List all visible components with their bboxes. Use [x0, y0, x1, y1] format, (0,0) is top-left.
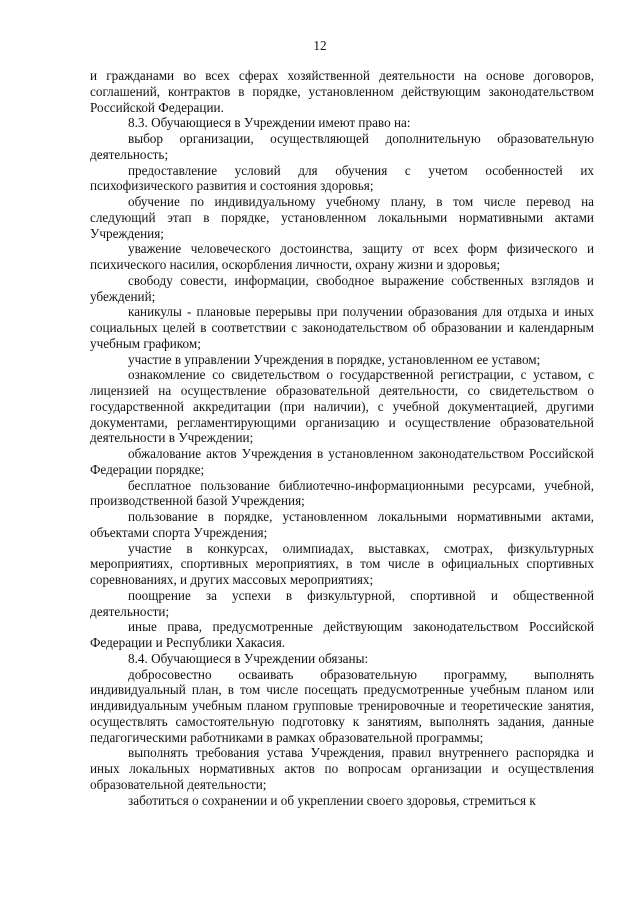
right-item: предоставление условий для обучения с учетом особенностей их психофизического развития и состояния здоровья; [90, 162, 594, 194]
right-item: свободу совести, информации, свободное выражение собственных взглядов и убеждений; [90, 272, 594, 304]
right-item: ознакомление со свидетельством о государственной регистрации, с уставом, с лицензией на осуществление образовательной деятельности, со свидетельством о государственной аккредитации (при наличии), с учебной документацией, другими документами, регламентирующими организацию и осуществление образовательной деятельности в Учреждении; [90, 367, 594, 446]
section-heading-8-3: 8.3. Обучающиеся в Учреждении имеют право на: [128, 115, 411, 131]
paragraph-continuation: и гражданами во всех сферах хозяйственной деятельности на основе договоров, соглашений, контрактов в порядке, установленном действующим законодательством Российской Федерации. [90, 68, 594, 115]
duty-item: добросовестно осваивать образовательную программу, выполнять индивидуальный план, в том числе посещать предусмотренные учебным планом или индивидуальным учебным планом групповые тренировочные и теоретические занятия, осуществлять самостоятельную подготовку к занятиям, выполнять задания, данные педагогическими работниками в рамках образовательной программы; [90, 666, 594, 745]
right-item: уважение человеческого достоинства, защиту от всех форм физического и психического насилия, оскорбления личности, охрану жизни и здоровья; [90, 241, 594, 272]
duty-item: заботиться о сохранении и об укреплении своего здоровья, стремиться к [128, 792, 536, 808]
right-item: участие в конкурсах, олимпиадах, выставках, смотрах, физкультурных мероприятиях, спортивных мероприятиях, в том числе в официальных спортивных соревнованиях, и других массовых мероприятиях; [90, 540, 594, 587]
right-item: обучение по индивидуальному учебному плану, в том числе перевод на следующий этап в порядке, установленном локальными нормативными актами Учреждения; [90, 194, 594, 241]
page-number: 12 [313, 38, 327, 53]
right-item: обжалование актов Учреждения в установленном законодательством Российской Федерации порядке; [90, 446, 594, 477]
duty-item: выполнять требования устава Учреждения, правил внутреннего распорядка и иных локальных нормативных актов по вопросам организации и осуществления образовательной деятельности; [90, 745, 594, 792]
right-item: участие в управлении Учреждения в порядке, установленном ее уставом; [128, 351, 541, 367]
right-item: пользование в порядке, установленном локальными нормативными актами, объектами спорта Учреждения; [90, 509, 594, 540]
section-heading-8-4: 8.4. Обучающиеся в Учреждении обязаны: [128, 650, 369, 666]
document-body [90, 68, 594, 808]
right-item: выбор организации, осуществляющей дополнительную образовательную деятельность; [90, 131, 594, 162]
right-item: иные права, предусмотренные действующим законодательством Российской Федерации и Республики Хакасия. [90, 619, 594, 650]
right-item: бесплатное пользование библиотечно-информационными ресурсами, учебной, производственной базой Учреждения; [90, 477, 594, 509]
right-item: каникулы - плановые перерывы при получении образования для отдыха и иных социальных целей в соответствии с законодательством об образовании и календарным учебным графиком; [90, 304, 594, 351]
right-item: поощрение за успехи в физкультурной, спортивной и общественной деятельности; [90, 587, 594, 619]
